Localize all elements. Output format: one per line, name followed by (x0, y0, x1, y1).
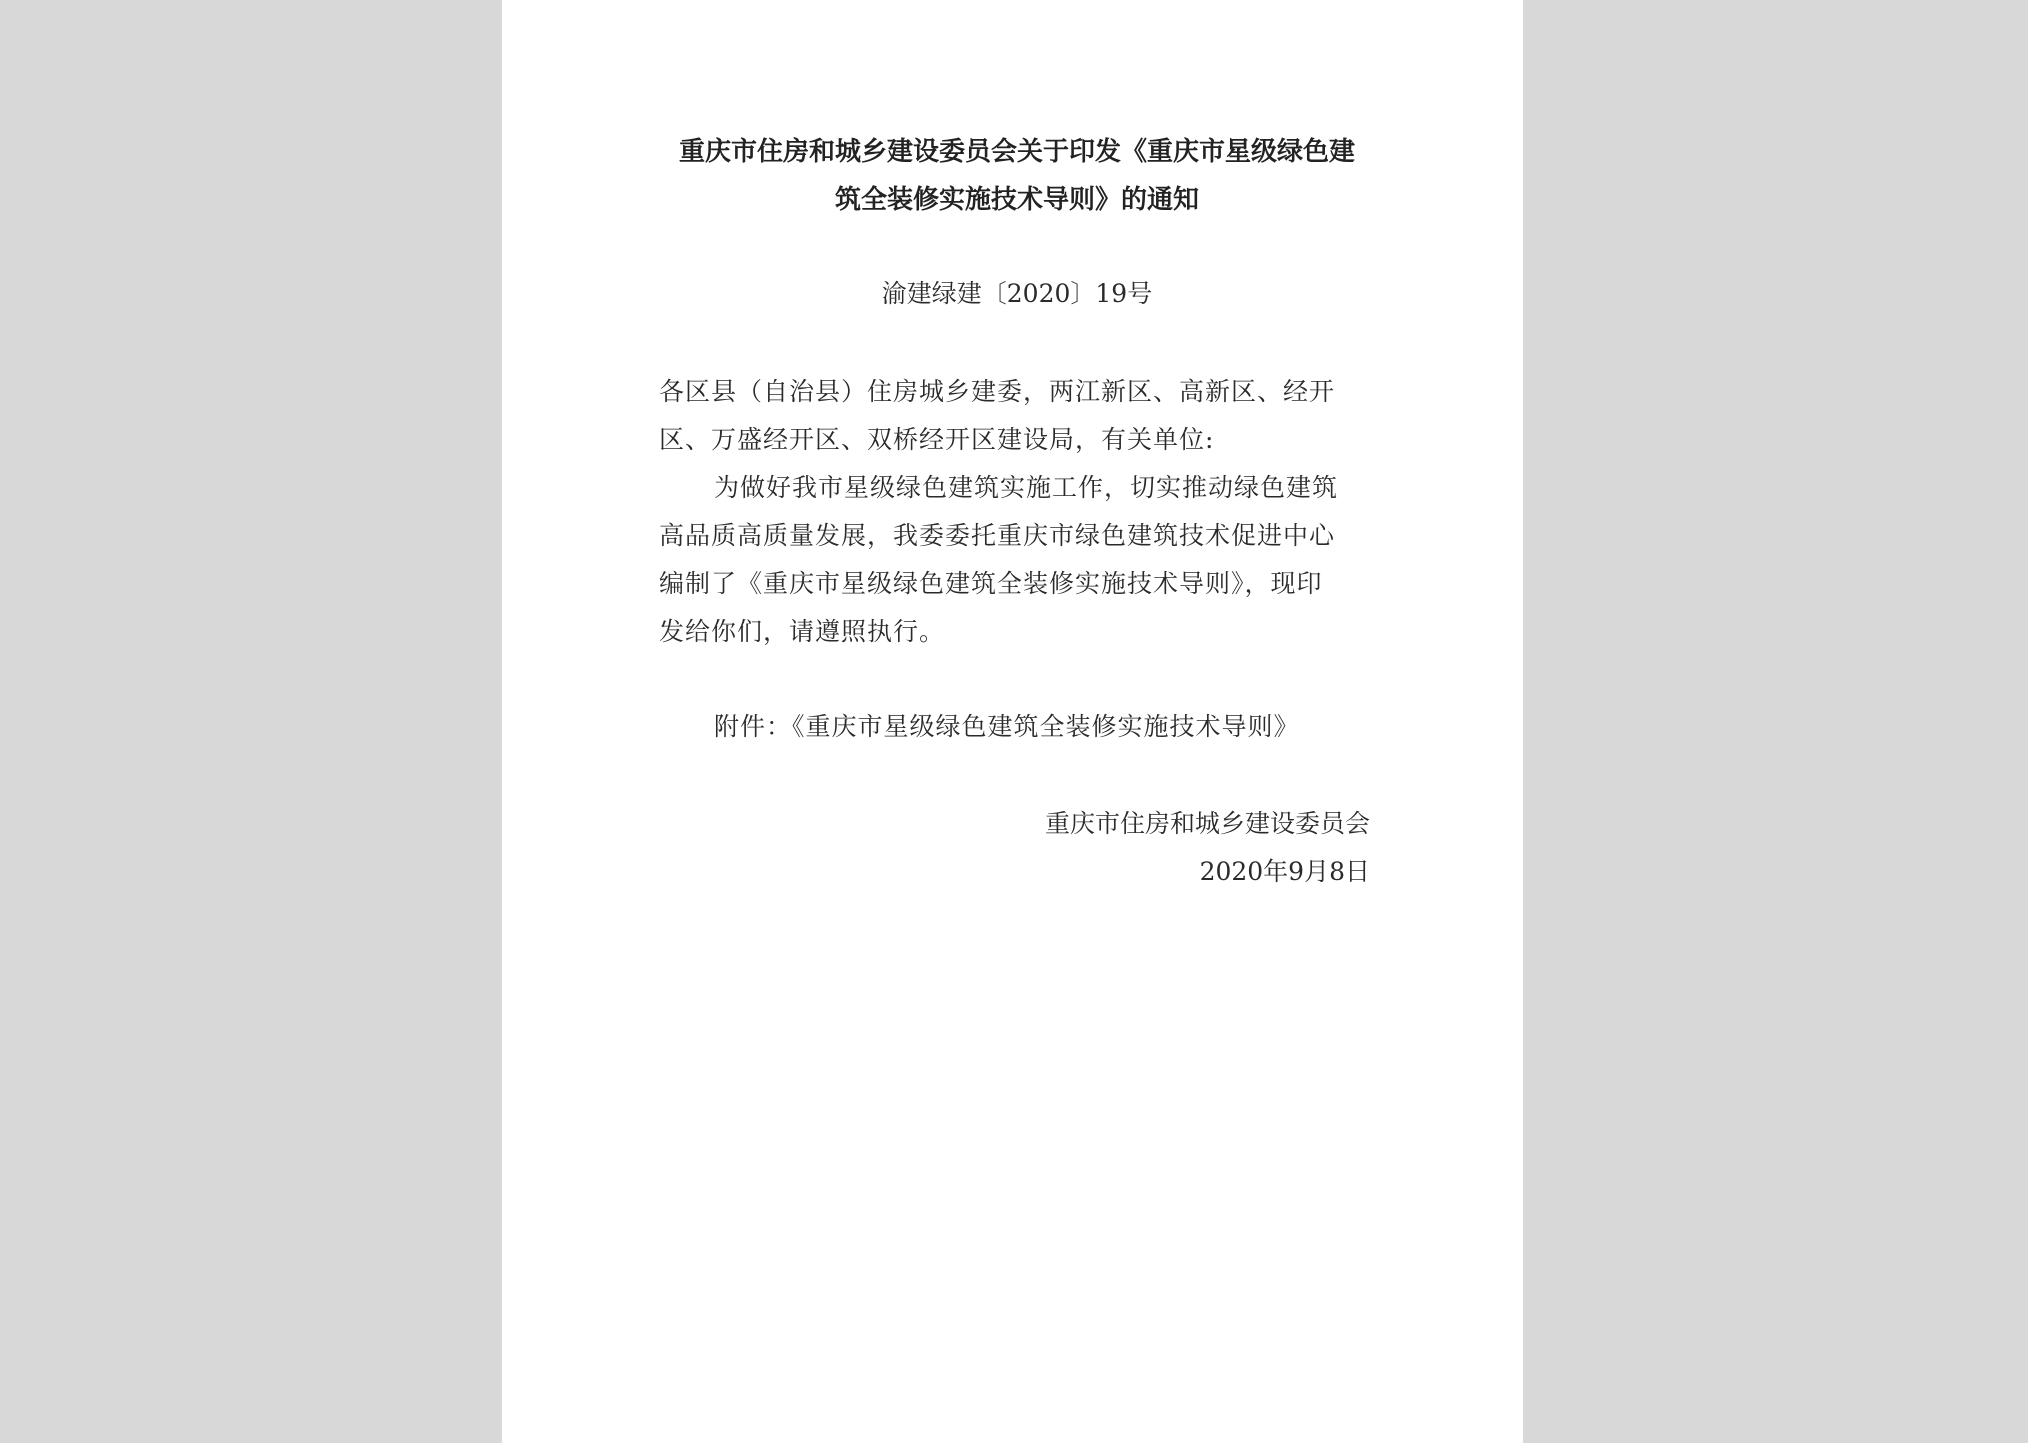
body-line-4: 发给你们，请遵照执行。 (659, 617, 946, 646)
document-title (657, 128, 1377, 224)
body-line-3: 编制了《重庆市星级绿色建筑全装修实施技术导则》，现印 (659, 569, 1323, 598)
document-number: 渝建绿建〔2020〕19号 (881, 279, 1153, 308)
attachment-line: 附件：《重庆市星级绿色建筑全装修实施技术导则》 (714, 712, 1300, 741)
document-page (502, 0, 1523, 1443)
recipients-line-2: 区、万盛经开区、双桥经开区建设局，有关单位: (659, 425, 1215, 454)
body-line-2: 高品质高质量发展，我委委托重庆市绿色建筑技术促进中心 (659, 521, 1336, 550)
title-line-2: 筑全装修实施技术导则》的通知 (834, 185, 1199, 215)
signature-date: 2020年9月8日 (1199, 857, 1370, 886)
signature-organization: 重庆市住房和城乡建设委员会 (1044, 809, 1370, 838)
body-line-1: 为做好我市星级绿色建筑实施工作，切实推动绿色建筑 (714, 473, 1339, 502)
title-line-1: 重庆市住房和城乡建设委员会关于印发《重庆市星级绿色建 (678, 137, 1355, 167)
recipients-line-1: 各区县（自治县）住房城乡建委，两江新区、高新区、经开 (659, 377, 1336, 406)
